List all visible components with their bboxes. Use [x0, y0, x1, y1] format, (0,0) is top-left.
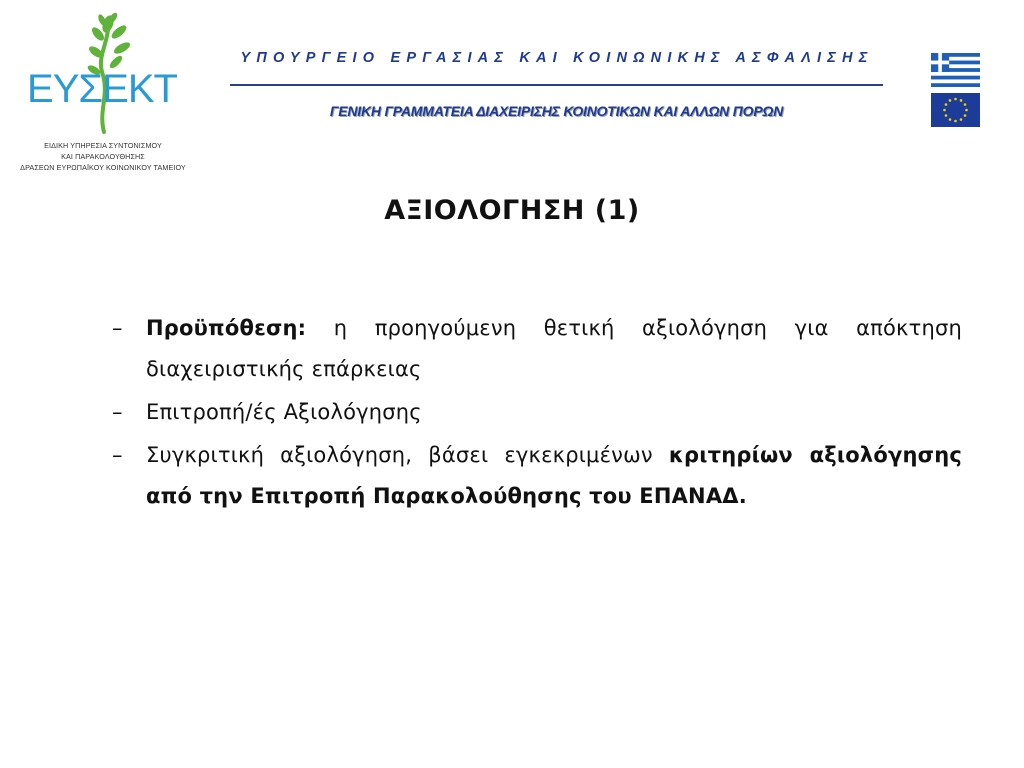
bullet-dash: –: [112, 443, 123, 467]
logo-text: ΕΥΣΕΚΤ: [27, 67, 177, 111]
eu-star-icon: [949, 118, 952, 121]
bullet-dash: –: [112, 316, 123, 340]
eu-star-icon: [949, 99, 952, 102]
eu-star-icon: [945, 103, 948, 106]
secretariat-title: ΓΕΝΙΚΗ ΓΡΑΜΜΑΤΕΙΑ ΔΙΑΧΕΙΡΙΣΗΣ ΚΟΙΝΟΤΙΚΩΝ ΚΑΙ ΑΛΛΩΝ ΠΟΡΩΝ: [329, 103, 784, 119]
eu-star-icon: [954, 98, 957, 101]
logo-caption: [18, 140, 188, 173]
eysekt-logo-graphic: [18, 10, 188, 140]
eu-star-icon: [960, 99, 963, 102]
bullet-list: [112, 308, 962, 519]
eu-star-icon: [954, 120, 957, 123]
slide-title: ΑΞΙΟΛΟΓΗΣΗ (1): [384, 195, 640, 226]
bullet-item: [112, 435, 962, 517]
bullet-item: [112, 392, 962, 433]
eu-star-icon: [965, 109, 968, 112]
eu-star-icon: [945, 114, 948, 117]
logo-caption-line: ΕΙΔΙΚΗ ΥΠΗΡΕΣΙΑ ΣΥΝΤΟΝΙΣΜΟΥ: [44, 141, 162, 150]
bullet-text: η προηγούμενη θετική αξιολόγηση για απόκτηση διαχειριστικής επάρκειας: [146, 316, 962, 381]
logo-caption-line: ΔΡΑΣΕΩΝ ΕΥΡΩΠΑΪΚΟΥ ΚΟΙΝΩΝΙΚΟΥ ΤΑΜΕΙΟΥ: [20, 163, 186, 172]
eysekt-logo: [18, 10, 188, 180]
eu-star-icon: [943, 109, 946, 112]
bullet-item: [112, 308, 962, 390]
greece-flag-icon: [931, 53, 980, 87]
bullet-text: Συγκριτική αξιολόγηση, βάσει εγκεκριμένων: [146, 443, 669, 467]
bullet-bold-lead: Προϋπόθεση:: [146, 316, 307, 340]
bullet-text: Επιτροπή/ές Αξιολόγησης: [146, 400, 422, 424]
eu-star-icon: [960, 118, 963, 121]
header-divider: [230, 84, 883, 86]
eu-star-icon: [964, 114, 967, 117]
eu-star-icon: [964, 103, 967, 106]
eu-flag-icon: [931, 93, 980, 127]
bullet-dash: –: [112, 400, 123, 424]
logo-caption-line: ΚΑΙ ΠΑΡΑΚΟΛΟΥΘΗΣΗΣ: [61, 152, 145, 161]
ministry-title: ΥΠΟΥΡΓΕΙΟ ΕΡΓΑΣΙΑΣ ΚΑΙ ΚΟΙΝΩΝΙΚΗΣ ΑΣΦΑΛΙΣΗΣ: [240, 50, 874, 66]
bullet-bold-tail: κριτηρίων αξιολόγησης από την Επιτροπή Παρακολούθησης του ΕΠΑΝΑΔ.: [146, 443, 963, 508]
